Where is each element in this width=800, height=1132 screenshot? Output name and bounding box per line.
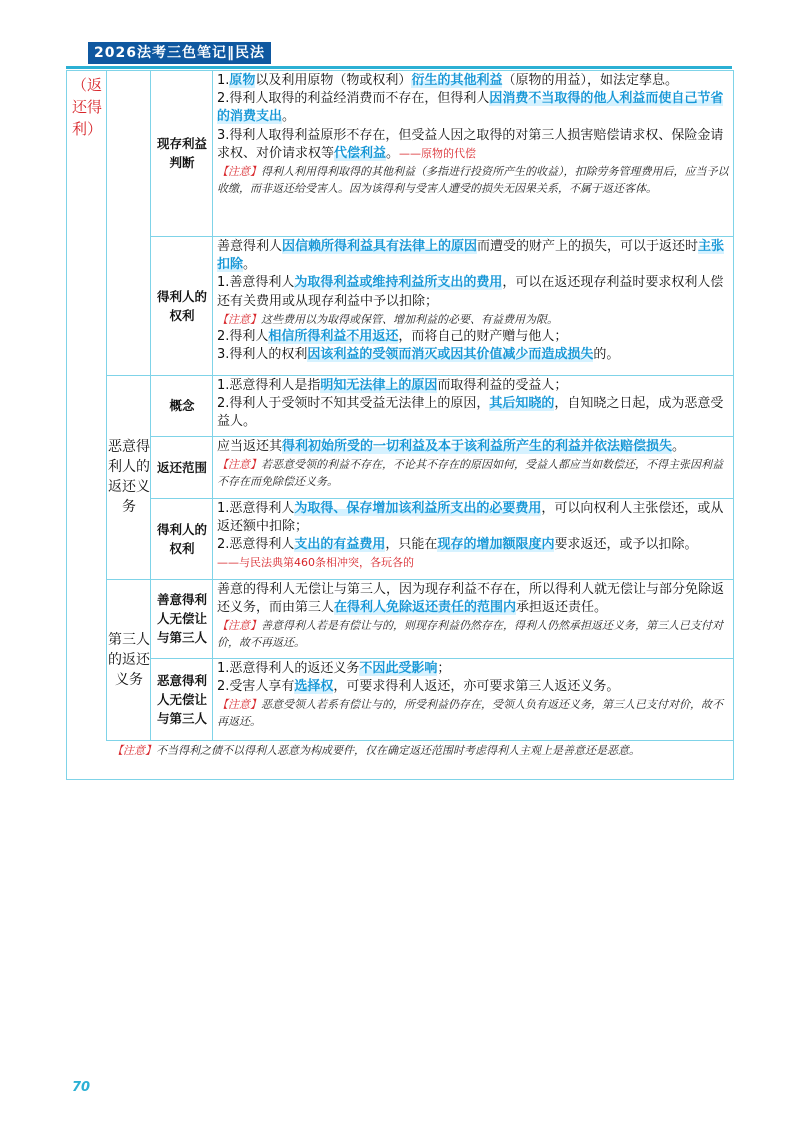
text-segment: 2.恶意得利人	[217, 537, 295, 553]
text-segment: 原物	[229, 73, 256, 88]
text-segment: 为取得利益或维持利益所支出的费用	[294, 275, 503, 291]
text-segment: 相信所得利益不用返还	[268, 328, 399, 344]
content-existing-benefit	[213, 70, 733, 236]
note-tag: 【注意】	[112, 744, 156, 757]
text-segment: 为取得、保存增加该利益所支出的必要费用	[294, 501, 542, 516]
text-segment: 2.受害人享有	[217, 679, 295, 695]
text-segment: 而取得利益的受益人；	[437, 378, 568, 393]
section-label-text: 第三人的返还义务	[108, 631, 150, 688]
content-good-faith-transfer	[213, 579, 733, 658]
table-border	[733, 70, 734, 780]
text-segment: 【注意】	[217, 312, 261, 326]
text-segment: 因消费不当取得的他人利益而使自己节省的消费支出	[217, 91, 724, 125]
row-label-text: 善意得利人无偿让与第三人	[156, 592, 207, 645]
section-label-third-party	[108, 579, 150, 740]
text-segment: 2.得利人	[217, 328, 269, 344]
text-segment: （原物的用益），如法定孳息。	[502, 73, 678, 88]
content-concept	[213, 375, 733, 436]
row-label-text: 概念	[169, 398, 195, 413]
text-segment: 【注意】	[217, 165, 261, 179]
text-segment: 恶意受领人若系有偿让与的，所受利益仍存在，受领人负有返还义务，第三人已支付对价，故不再返还。	[217, 698, 723, 729]
text-segment: 2.得利人于受领时不知其受益无法律上的原因，	[217, 396, 490, 412]
text-segment: 1.	[217, 73, 230, 88]
row-label-good-faith-transfer	[156, 579, 208, 658]
table-border	[66, 70, 67, 780]
table-border	[106, 70, 107, 740]
text-segment: 主张扣除	[217, 239, 725, 273]
text-segment: ，可要求得利人返还，亦可要求第三人返还义务。	[333, 679, 620, 695]
text-segment: 2.得利人取得的利益经消费而不存在，但得利人	[217, 91, 490, 107]
text-segment: 的。	[593, 347, 620, 363]
text-segment: 选择权	[294, 679, 334, 695]
text-segment: 得利人利用得利取得的其他利益（多指进行投资所产生的收益），扣除劳务管理费用后，应当予以收缴，而非返还给受害人。因为该得利与受害人遭受的损失无因果关系，不属于返还客体。	[217, 165, 729, 196]
table-border	[66, 779, 734, 780]
row-label-bad-faith-transfer	[156, 658, 208, 740]
header-rule	[66, 66, 732, 69]
row-label-text: 现存利益判断	[156, 136, 207, 170]
text-segment: 因信赖所得利益具有法律上的原因	[282, 239, 478, 254]
section-label-text: 恶意得利人的返还义务	[108, 439, 150, 515]
text-segment: 衍生的其他利益	[411, 73, 503, 88]
text-segment: 。	[243, 257, 257, 273]
text-segment: 若恶意受领的利益不存在，不论其不存在的原因如何，受益人都应当如数偿还，不得主张因利益不存在而免除偿还义务。	[217, 458, 723, 489]
content-rights-good-faith	[213, 236, 733, 375]
text-segment: 要求返还，或予以扣除。	[554, 537, 698, 553]
text-segment: ——原物的代偿	[399, 146, 477, 160]
text-segment: 不因此受影响	[359, 661, 438, 676]
text-segment: 这些费用以为取得或保管、增加利益的必要、有益费用为限。	[261, 312, 558, 326]
text-segment: 明知无法律上的原因	[320, 378, 438, 393]
text-segment: 得利初始所受的一切利益及本于该利益所产生的利益并依法赔偿损失	[282, 439, 673, 454]
text-segment: 。	[282, 109, 296, 125]
page-number: 70	[72, 1080, 91, 1095]
content-rights-malicious	[213, 498, 733, 579]
content-return-scope	[213, 436, 733, 498]
table-border	[106, 740, 734, 741]
text-segment: 而遭受的财产上的损失，可以于返还时	[477, 239, 699, 254]
text-segment: 现存的增加额限度内	[437, 537, 555, 553]
row-label-rights-malicious	[156, 498, 208, 579]
row-label-rights	[156, 236, 208, 375]
text-segment: 善意得利人若是有偿让与的，则现存利益仍然存在，得利人仍然承担返还义务，第三人已支付对价，故不再返还。	[217, 619, 723, 650]
text-segment: 支出的有益费用	[294, 537, 386, 553]
text-segment: 3.得利人取得利益原形不存在，但受益人因之取得的对第三人损害赔偿请求权、保险金请求权、对价请求权等	[217, 127, 724, 161]
text-segment: 。	[386, 145, 400, 161]
row-label-existing-benefit	[156, 70, 208, 236]
text-segment: ，可以在返还现存利益时要求权利人偿还有关费用或从现存利益中予以扣除；	[217, 275, 724, 309]
text-segment: ，自知晓之日起，成为恶意受益人。	[217, 396, 724, 430]
text-segment: 善意的得利人无偿让与第三人，因为现存利益不存在，所以得利人就无偿让与部分免除返还义务，而由第三人	[217, 582, 725, 616]
text-segment: 1.恶意得利人	[217, 501, 295, 516]
text-segment: 其后知晓的	[489, 396, 555, 412]
text-segment: ——与民法典第460条相冲突，各玩各的	[217, 555, 414, 569]
section-label-malicious-return	[108, 375, 150, 579]
text-segment: ，只能在	[385, 537, 438, 553]
row-label-return-scope	[156, 436, 208, 498]
text-segment: 代偿利益	[334, 145, 387, 161]
table-border	[150, 70, 151, 740]
text-segment: 3.得利人的权利	[217, 347, 308, 363]
text-segment: 承担返还责任。	[516, 600, 608, 616]
section-label-return-benefit: （返还得利）	[71, 76, 102, 138]
row-label-text: 得利人的权利	[156, 288, 207, 323]
text-segment: 。	[672, 439, 686, 454]
text-segment: 在得利人免除返还责任的范围内	[334, 600, 517, 616]
text-segment: 【注意】	[217, 698, 261, 712]
text-segment: 善意得利人	[217, 239, 283, 254]
text-segment: ，而将自己的财产赠与他人；	[398, 328, 568, 344]
footer-note	[112, 742, 728, 778]
text-segment: 1.善意得利人	[217, 275, 295, 291]
content-bad-faith-transfer	[213, 658, 733, 740]
page-header-title: 2026法考三色笔记‖民法	[88, 42, 271, 64]
text-segment: 以及利用原物（物或权利）	[255, 73, 412, 88]
row-label-text: 恶意得利人无偿让与第三人	[156, 672, 207, 726]
row-label-concept	[156, 375, 208, 436]
row-label-text: 返还范围	[156, 459, 207, 475]
text-segment: 【注意】	[217, 458, 261, 472]
text-segment: ；	[437, 661, 451, 676]
note-text: 不当得利之债不以得利人恶意为构成要件，仅在确定返还范围时考虑得利人主观上是善意还是恶意。	[156, 744, 640, 757]
text-segment: 应当返还其	[217, 439, 283, 454]
text-segment: 因该利益的受领而消灭或因其价值减少而造成损失	[307, 347, 594, 363]
text-segment: ，可以向权利人主张偿还，或从返还额中扣除；	[217, 501, 724, 535]
notes-table	[66, 70, 734, 780]
text-segment: 1.恶意得利人的返还义务	[217, 661, 360, 676]
text-segment: 【注意】	[217, 619, 261, 633]
text-segment: 1.恶意得利人是指	[217, 378, 321, 393]
row-label-text: 得利人的权利	[156, 521, 207, 556]
